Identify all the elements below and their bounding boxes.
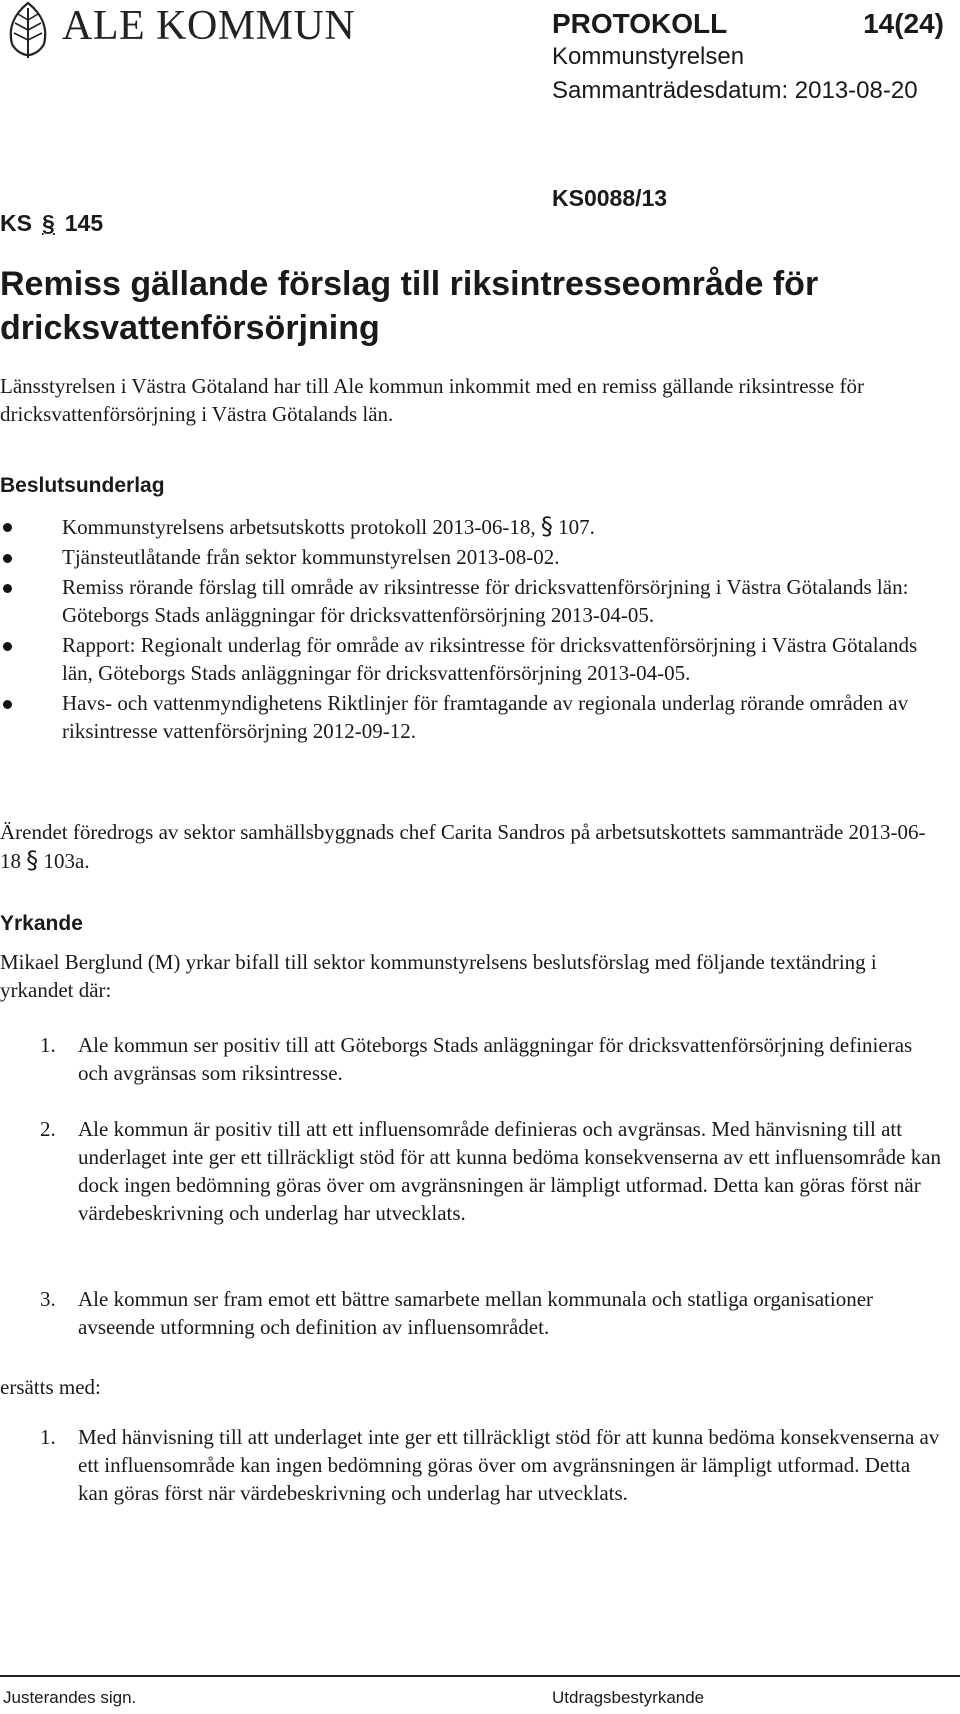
committee-name: Kommunstyrelsen: [552, 43, 745, 70]
list-item: [0, 512, 945, 541]
item-text: Ale kommun ser fram emot ett bättre samarbete mellan kommunala och statliga organisationer avseende utformning och definition av influensområdet.: [78, 1287, 874, 1339]
page-title: Remiss gällande förslag till riksintresseområde för dricksvattenförsörjning: [0, 265, 819, 347]
bullet-icon: [3, 554, 12, 563]
bullet-icon: [3, 523, 12, 532]
list-item-suffix: 107.: [558, 515, 595, 539]
list-item-text: Rapport: Regionalt underlag för område av riksintresse för dricksvattenförsörjning i Västra Götalands län, Göteborgs Stads anläggningar för dricksvattenförsörjning 2013-04-05.: [62, 633, 918, 685]
item-text: Ale kommun är positiv till att ett influensområde definieras och avgränsas. Med hänvisning till att underlaget inte ger ett tillräckligt stöd för att kunna bedöma konsekvenserna av ett influensområde kan dock ingen bedömning göras över om avgränsningen är lämpligt utformad. Detta kan göras först när värdebeskrivning och underlag har utvecklats.: [78, 1117, 942, 1225]
yrkande-heading: Yrkande: [0, 912, 83, 935]
item-number: 1.: [40, 1033, 56, 1057]
item-text: Med hänvisning till att underlaget inte ger ett tillräckligt stöd för att kunna bedöma konsekvenserna av ett influensområde kan ingen bedömning göras över om avgränsningen är lämpligt utformad. Detta kan göras först när värdebeskrivning och underlag har utvecklats.: [78, 1425, 940, 1505]
list-item-text: Remiss rörande förslag till område av riksintresse för dricksvattenförsörjning i Västra Götalands län: Göteborgs Stads anläggningar för dricksvattenförsörjning 2013-04-05.: [62, 575, 909, 627]
item-number: 3.: [40, 1287, 56, 1311]
intro-paragraph: Länsstyrelsen i Västra Götaland har till Ale kommun inkommit med en remiss gällande riksintresse för dricksvattenförsörjning i Västra Götalands län.: [0, 374, 864, 426]
list-item-text: Tjänsteutlåtande från sektor kommunstyrelsen 2013-08-02.: [62, 545, 560, 569]
paragraph-symbol: §: [41, 210, 55, 236]
list-item: [0, 573, 945, 629]
document-type: PROTOKOLL: [552, 8, 728, 39]
ale-kommun-logo: [0, 0, 390, 62]
list-item-text: Kommunstyrelsens arbetsutskotts protokoll 2013-06-18,: [62, 515, 536, 539]
bullet-icon: [3, 584, 12, 593]
arendet-suffix: 103a.: [43, 849, 90, 873]
yrkande-paragraph: Mikael Berglund (M) yrkar bifall till sektor kommunstyrelsens beslutsförslag med följande textändring i yrkandet där:: [0, 950, 877, 1002]
list-item-text: Havs- och vattenmyndighetens Riktlinjer för framtagande av regionala underlag rörande områden av riksintresse vattenförsörjning 2012-09-12.: [62, 691, 909, 743]
bullet-icon: [3, 642, 12, 651]
arendet-paragraph: [0, 818, 945, 875]
item-number: 1.: [40, 1425, 56, 1449]
list-item: [0, 543, 945, 571]
page-number: 14(24): [863, 8, 944, 39]
numbered-list-item: [40, 1031, 945, 1087]
footer-signature-label: Justerandes sign.: [3, 1688, 137, 1707]
leaf-emblem-icon: [0, 0, 56, 60]
paragraph-prefix: KS: [0, 210, 32, 236]
item-text: Ale kommun ser positiv till att Göteborgs Stads anläggningar för dricksvattenförsörjning definieras och avgränsas som riksintresse.: [78, 1033, 913, 1085]
case-number: KS0088/13: [552, 185, 668, 211]
paragraph-symbol: §: [540, 512, 553, 540]
list-item: [0, 689, 945, 745]
paragraph-symbol: §: [26, 846, 39, 874]
item-number: 2.: [40, 1117, 56, 1141]
document-header: [552, 8, 944, 108]
list-item: [0, 631, 945, 687]
numbered-list-item: [40, 1423, 945, 1507]
arendet-text: Ärendet föredrogs av sektor samhällsbyggnads chef Carita Sandros på arbetsutskottets sammanträde 2013-06-18: [0, 820, 926, 873]
numbered-list-item: [40, 1115, 945, 1227]
meeting-date: Sammanträdesdatum: 2013-08-20: [552, 77, 918, 104]
footer-certification-label: Utdragsbestyrkande: [552, 1688, 705, 1707]
replaced-label: ersätts med:: [0, 1375, 101, 1399]
beslutsunderlag-heading: Beslutsunderlag: [0, 474, 165, 497]
footer-divider: [0, 1675, 960, 1677]
numbered-list-item: [40, 1285, 945, 1341]
bullet-icon: [3, 700, 12, 709]
paragraph-value: 145: [64, 210, 104, 236]
beslutsunderlag-list: [0, 512, 945, 747]
logo-text: ALE KOMMUN: [62, 3, 356, 49]
paragraph-number: [0, 210, 103, 237]
